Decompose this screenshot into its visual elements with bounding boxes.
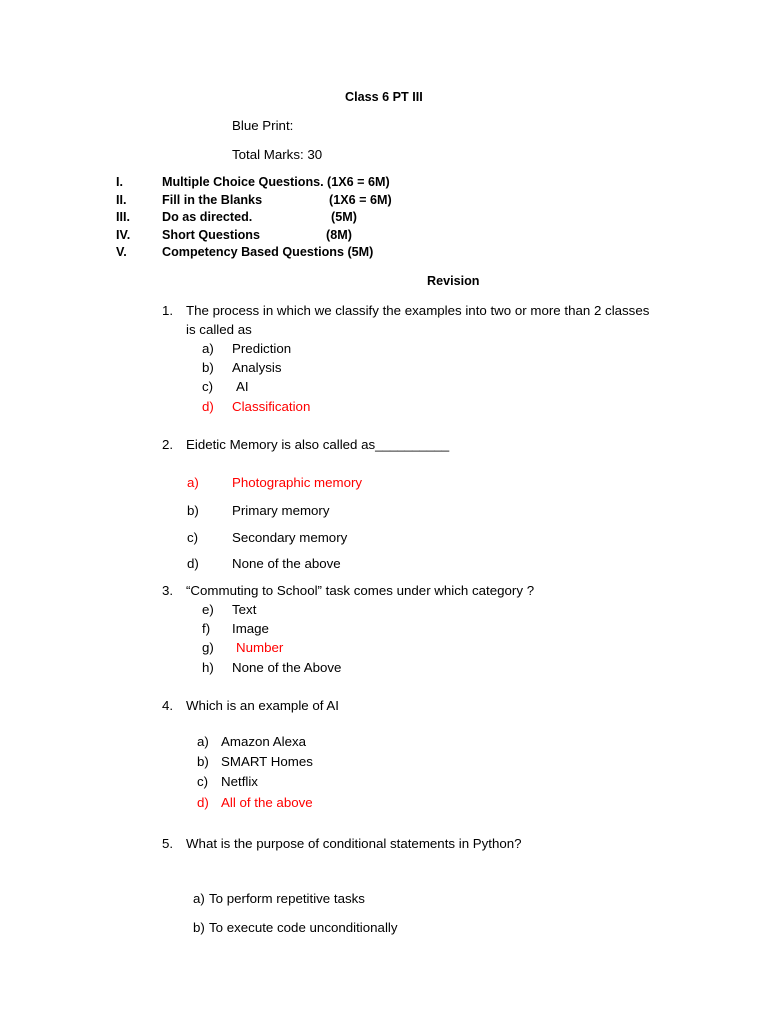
section-marks: (5M) [331, 210, 357, 224]
section-marks: (8M) [326, 228, 352, 242]
option-text: Image [232, 621, 269, 636]
blueprint-label: Blue Print: [232, 118, 294, 133]
answer-option-text: Number [236, 640, 284, 655]
option-text: AI [236, 379, 249, 394]
section-marks: (1X6 = 6M) [329, 193, 392, 207]
option-text: None of the above [232, 556, 341, 571]
section-number: IV. [116, 228, 131, 242]
option-letter: b) [193, 920, 205, 935]
total-marks: Total Marks: 30 [232, 147, 323, 162]
option-text: Analysis [232, 360, 282, 375]
question-text: Which is an example of AI [186, 698, 339, 713]
option-letter: h) [202, 660, 214, 675]
question-number: 1. [162, 303, 174, 318]
option-text: To perform repetitive tasks [209, 891, 365, 906]
question-text: “Commuting to School” task comes under which category ? [186, 583, 535, 598]
option-letter: c) [197, 774, 209, 789]
answer-option-letter: a) [187, 475, 199, 490]
option-letter: b) [202, 360, 214, 375]
option-letter: g) [202, 640, 214, 655]
answer-option-letter: d) [202, 399, 214, 414]
option-text: Primary memory [232, 503, 330, 518]
question-text: What is the purpose of conditional statements in Python? [186, 836, 522, 851]
option-letter: f) [202, 621, 211, 636]
option-letter: c) [202, 379, 214, 394]
option-letter: c) [187, 530, 199, 545]
option-text: Prediction [232, 341, 292, 356]
option-text: None of the Above [232, 660, 342, 675]
section-marks: (1X6 = 6M) [327, 175, 390, 189]
page-title: Class 6 PT III [345, 90, 423, 104]
revision-heading: Revision [427, 274, 480, 288]
section-number: II. [116, 193, 127, 207]
section-number: III. [116, 210, 130, 224]
option-text: Text [232, 602, 257, 617]
answer-option-letter: d) [197, 795, 209, 810]
option-letter: a) [193, 891, 205, 906]
answer-option-text: All of the above [221, 795, 313, 810]
question-text: Eidetic Memory is also called as__________ [186, 437, 450, 452]
option-letter: e) [202, 602, 214, 617]
answer-option-text: Classification [232, 399, 311, 414]
option-letter: a) [197, 734, 209, 749]
section-number: I. [116, 175, 123, 189]
section-name: Fill in the Blanks [162, 193, 263, 207]
question-number: 5. [162, 836, 174, 851]
option-text: SMART Homes [221, 754, 313, 769]
question-number: 2. [162, 437, 174, 452]
question-text: The process in which we classify the examples into two or more than 2 classes [186, 303, 650, 318]
question-number: 3. [162, 583, 174, 598]
section-name: Short Questions [162, 228, 260, 242]
section-number: V. [116, 245, 127, 259]
option-letter: b) [197, 754, 209, 769]
option-text: Secondary memory [232, 530, 348, 545]
question-text: is called as [186, 322, 252, 337]
section-name: Multiple Choice Questions. [162, 175, 324, 189]
option-text: To execute code unconditionally [209, 920, 398, 935]
option-text: Netflix [221, 774, 258, 789]
option-letter: d) [187, 556, 199, 571]
question-number: 4. [162, 698, 174, 713]
option-letter: b) [187, 503, 199, 518]
section-name: Competency Based Questions (5M) [162, 245, 374, 259]
section-name: Do as directed. [162, 210, 253, 224]
option-letter: a) [202, 341, 214, 356]
option-text: Amazon Alexa [221, 734, 307, 749]
answer-option-text: Photographic memory [232, 475, 363, 490]
